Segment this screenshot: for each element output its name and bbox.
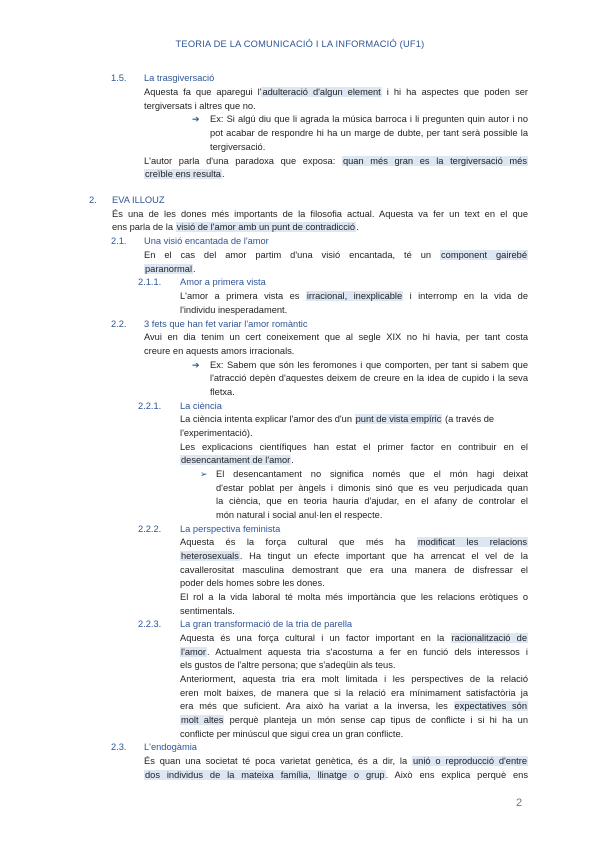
example-line: pot acabar de respondre hi ha un marge de dubte, per tant serà possible la [210,128,528,138]
section-number-2-2-3: 2.2.3. [138,619,162,629]
heading-1-5: La trasgiversació [144,73,215,83]
paragraph-line: conflicte per minúscul que sigui crea un gran conflicte. [180,729,404,739]
section-number-2-2-2: 2.2.2. [138,524,162,534]
heading-2-2: 3 fets que han fet variar l'amor romàntic [144,319,308,329]
arrow-icon: ➔ [192,360,200,370]
paragraph-line: Anteriorment, aquesta tria era molt limitada i les perspectives de la relació [180,674,528,684]
heading-2-2-3: La gran transformació de la tria de parella [180,619,353,629]
heading-2-1-1: Amor a primera vista [180,277,266,287]
page-header: TEORIA DE LA COMUNICACIÓ I LA INFORMACIÓ (UF1) [175,39,425,49]
paragraph-line: creure en aquests amors irracionals. [144,346,295,356]
highlight: heterosexuals [181,551,239,561]
paragraph-line: heterosexuals. Ha tingut un efecte important que ha arrencat el vel de la [181,551,528,561]
paragraph-line: l'amor. Actualment aquesta tria s'acostuma a fer en funció dels interessos i [181,647,528,657]
paragraph-line: Aquesta és una força cultural i un factor important en la racionalització de [180,633,528,643]
paragraph-line: L'amor a primera vista es irracional, inexplicable i interromp en la vida de [180,291,528,301]
example-line: l'atracció depèn d'aquestes deixem de creure en la idea de cupido i la seva [210,373,528,383]
highlight: modificat les relacions [417,537,527,547]
section-number-2-2-1: 2.2.1. [138,401,162,411]
highlight: paranormal [145,264,193,274]
paragraph-line: l'experimentació). [180,428,253,438]
highlight: desencantament de l'amor [181,455,291,465]
paragraph-line: l'individu inesperadament. [180,305,288,315]
paragraph-line: poder dels homes sobre les dones. [180,578,325,588]
highlight: irracional, inexplicable [306,291,403,301]
highlight: creïble ens resulta [145,169,221,179]
highlight: visió de l'amor amb un punt de contradicció [176,222,356,232]
paragraph-line: creïble ens resulta. [145,169,225,179]
bullet-line: El desencantament no significa només que el món hagi deixat [216,469,528,479]
bullet-icon: ➢ [200,469,208,479]
section-number-1-5: 1.5. [111,73,127,83]
paragraph-line: Avui en dia tenim un cert coneixement que al segle XIX no hi havia, per tant costa [144,332,528,342]
highlight: dos individus de la mateixa família, llinatge o grup [145,770,385,780]
example-line: tergiversació. [210,142,266,152]
highlight: component gairebé [441,250,527,260]
paragraph-line: molt altes perquè planteja un món sense cap tipus de conflicte i si hi ha un [181,715,528,725]
heading-2: EVA ILLOUZ [112,195,165,205]
heading-2-1: Una visió encantada de l'amor [144,236,269,246]
highlight: molt altes [181,715,224,725]
paragraph-line: desencantament de l'amor. [181,455,294,465]
highlight: expectatives són [454,701,527,711]
paragraph-line: El rol a la vida laboral té molta més importància que les relacions eròtiques o [180,592,528,602]
paragraph-line: cavallerositat masculina demostrant que era una manera de disfressar el [180,565,528,575]
section-number-2-3: 2.3. [111,742,127,752]
bullet-line: món natural i social anul·len el respecte. [216,510,383,520]
paragraph-line: dos individus de la mateixa família, llinatge o grup. Això ens explica perquè ens [145,770,528,780]
section-number-2-1-1: 2.1.1. [138,277,162,287]
paragraph-line: tergiversats i altres que no. [144,101,256,111]
highlight: quan més gran es la tergiversació més [342,156,527,166]
example-line: fletxa. [210,387,235,397]
section-number-2-1: 2.1. [111,236,127,246]
arrow-icon: ➔ [192,114,200,124]
highlight: racionalització de [451,633,528,643]
highlight: unió o reproducció d'entre [413,756,527,766]
paragraph-line: És quan una societat té poca varietat genètica, és a dir, la unió o reproducció d'entre [144,756,527,766]
paragraph-line: ens parla de la visió de l'amor amb un punt de contradicció. [112,222,359,232]
bullet-line: la ciència, que en teoria hauria d'ajudar, en el afany de controlar el [216,496,528,506]
paragraph-line: eren molt baixes, de manera que si la relació era mínimament satisfactòria ja [180,688,528,698]
heading-2-3: L'endogàmia [144,742,197,752]
paragraph-line: Les explicacions científiques han estat el primer factor en contribuir en el [180,442,528,452]
paragraph-line: Aquesta fa que aparegui l'adulteració d'algun element i hi ha aspectes que poden ser [144,87,528,97]
paragraph-line: era més que suficient. Ara això ha variat a la inversa, les expectatives són [180,701,527,711]
paragraph-line: En el cas del amor partim d'una visió encantada, té un component gairebé [144,250,527,260]
highlight: punt de vista empíric [355,414,442,424]
heading-2-2-1: La ciència [180,401,222,411]
paragraph-line: paranormal. [145,264,196,274]
highlight: l'amor [181,647,207,657]
section-number-2: 2. [89,195,97,205]
paragraph-line: sentimentals. [180,606,235,616]
section-number-2-2: 2.2. [111,319,127,329]
paragraph-line: L'autor parla d'una paradoxa que exposa: quan més gran es la tergiversació més [144,156,527,166]
paragraph-line: És una de les dones més importants de la filosofia actual. Aquesta va fer un text en el que [112,209,528,219]
bullet-line: d'estar poblat per àngels i dimonis sinó que es veu perjudicada quan [216,483,528,493]
highlight: adulteració d'algun element [262,87,381,97]
paragraph-line: els gustos de l'altre persona; que s'adeqüin als teus. [180,660,396,670]
heading-2-2-2: La perspectiva feminista [180,524,281,534]
example-line: Ex: Sabem que són les feromones i que comporten, per tant si sabem que [210,360,528,370]
example-line: Ex: Si algú diu que li agrada la música barroca i li pregunten quin autor i no [210,114,528,124]
paragraph-line: Aquesta és la força cultural que més ha modificat les relacions [180,537,527,547]
page-number: 2 [516,797,523,809]
paragraph-line: La ciència intenta explicar l'amor des d'un punt de vista empíric (a través de [180,414,495,424]
